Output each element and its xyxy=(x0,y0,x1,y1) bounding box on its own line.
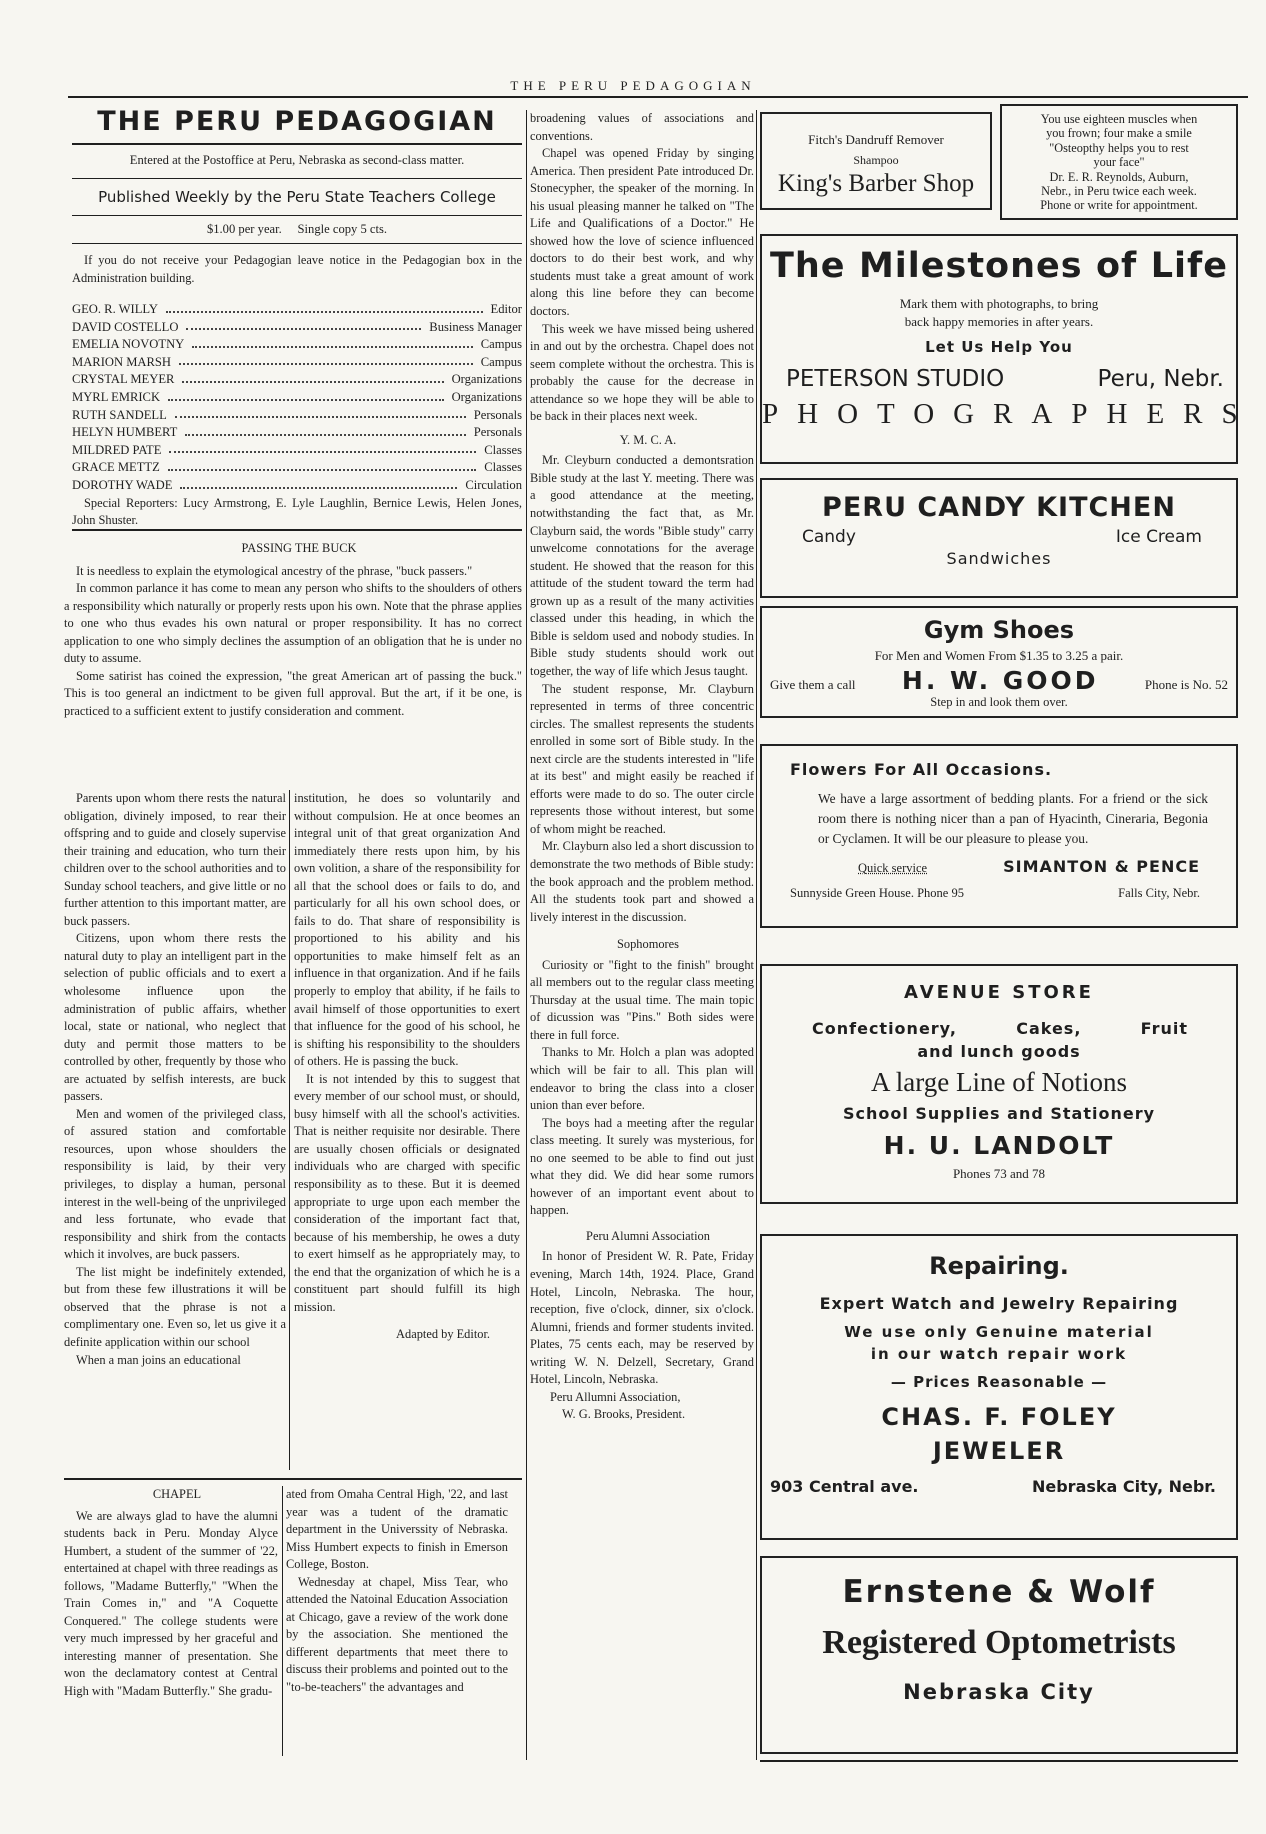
bottom-rule xyxy=(760,1760,1238,1762)
ad-line: For Men and Women From $1.35 to 3.25 a pair. xyxy=(874,648,1124,663)
ad-simanton-pence xyxy=(760,744,1238,928)
ad-body: We have a large assortment of bedding plants. For a friend or the sick room there is nothing nicer than a pan of Hyacinth, Cineraria, Begonia or Cyclamen. It will be our pleasure to please you. xyxy=(818,791,1208,846)
staff-role: Organizations xyxy=(451,372,522,387)
ad-line: your face" xyxy=(1093,155,1145,170)
special-reporters: Special Reporters: Lucy Armstrong, E. Lyle Laughlin, Bernice Lewis, Helen Jones, John Shuster. xyxy=(72,495,522,528)
leader-dots xyxy=(169,442,476,454)
alumni-heading: Peru Alumni Association xyxy=(586,1228,710,1243)
leader-dots xyxy=(168,459,476,471)
staff-row xyxy=(72,407,522,425)
chapel-para: Wednesday at chapel, Miss Tear, who attended the Natoinal Education Association at Chicago, gave a review of the work done by the association. She mentioned the different departments that meet there to discuss their problems and pointed out to the "to-be-teachers" the advantages and xyxy=(286,1574,508,1695)
staff-role: Editor xyxy=(490,302,522,317)
ad-title: Ernstene & Wolf xyxy=(842,1574,1156,1610)
sophomores-para: Curiosity or "fight to the finish" brought all members out to the regular class meeting Thursday at the usual time. The main topic of dicussion was "Pins." Both sides were there in full force. xyxy=(530,957,754,1042)
ad-gym-shoes xyxy=(760,606,1238,718)
staff-row xyxy=(72,389,522,407)
ad-line: Give them a call xyxy=(770,677,856,692)
ad-line: Candy xyxy=(802,527,856,547)
staff-role: Campus xyxy=(480,337,522,352)
masthead-rule xyxy=(72,529,522,531)
ymca-para: Mr. Cleyburn conducted a demontsration Bible study at the last Y. meeting. There was a good attendance at the meeting, notwithstanding the fact that, as Mr. Clayburn said, the words "Bible study" carry unwelcome connotations for the average student. He showed that the reason for this attitude of the student toward the term had grown up as a result of the many activities classed under this heading, in which the Bible is seldom used and nobody studies. In Bible study students should work out together, the way of life which Jesus taught. xyxy=(530,453,754,678)
ad-avenue-store xyxy=(760,964,1238,1204)
ad-line: Confectionery, xyxy=(812,1019,957,1038)
buck-para: Citizens, upon whom there rests the natural duty to play an intelligent part in the selection of public officials and to exert a wholesome influence upon the administration of public affairs, whether local, state or national, who neglect that duty and permit those matters to be controlled by other, frequently by those who are actuated by selfish interests, are buck passers. xyxy=(64,931,286,1104)
staff-name: HELYN HUMBERT xyxy=(72,425,178,440)
ymca-para: The student response, Mr. Clayburn represented in terms of three concentric circles. The smallest represents the students enrolled in some sort of Bible study. In the next circle are the students interested in "life at its best" and might easily be reached if efforts were made to do so. The outer circle represents those without interest, but some of whom might be reached. xyxy=(530,681,754,836)
buck-heading: PASSING THE BUCK xyxy=(241,541,357,555)
ad-title: Milestones xyxy=(858,246,1083,286)
ymca-para: Mr. Clayburn also led a short discussion to demonstrate the two methods of Bible study: the book approach and the problem method. All the students took part and showed a lively interest in the discussion. xyxy=(530,839,755,924)
ad-line: in our watch repair work xyxy=(870,1345,1128,1363)
chapel-para: ated from Omaha Central High, '22, and last year was a tudent of the dramatic department in the Universsity of Nebraska. Miss Humbert expects to finish in Emerson College, Boston. xyxy=(286,1487,508,1572)
column-three xyxy=(530,110,754,1424)
ad-line: Nebr., in Peru twice each week. xyxy=(1041,184,1197,199)
alumni-signature: W. G. Brooks, President. xyxy=(562,1407,686,1422)
sophomores-heading: Sophomores xyxy=(617,937,679,952)
chapel-cont-para: Chapel was opened Friday by singing America. Then president Pate introduced Dr. Stonecypher, the speaker of the morning. In his usual pleasing manner he talked on "The Life and Qualifications of a Doctor." He showed how the love of science influenced doctors to do their best work, and why students must take a great amount of work along this line before they can become doctors. xyxy=(530,146,754,319)
ad-photographers: PHOTOGRAPHERS xyxy=(762,398,1257,430)
staff-name: DOROTHY WADE xyxy=(72,478,173,493)
ad-line: Nebraska City xyxy=(903,1680,1095,1704)
staff-name: MARION MARSH xyxy=(72,354,172,369)
staff-role: Classes xyxy=(484,460,522,475)
buck-para: In common parlance it has come to mean any person who shifts to the shoulders of others a responsibility which naturally or properly rests upon his own. Note that the phrase applies to one who thus evades his own natural or proper responsibility. It has no correct application to one who simply declines the assumption of an obligation that he is under no duty to assume. xyxy=(64,581,522,666)
staff-name: EMELIA NOVOTNY xyxy=(72,337,185,352)
ad-owner: H. U. LANDOLT xyxy=(883,1131,1115,1160)
buck-para: Men and women of the privileged class, of assured station and comfortable resources, upon whose shoulders the responsibility is laid, by their very privileges, to display a human, personal interest in the well-being of the unprivileged and less fortunate, who evade that responsibility and shirk from the contacts which it involves, are buck passers. xyxy=(64,1106,286,1262)
ad-peru-candy-kitchen xyxy=(760,478,1238,598)
delivery-notice: If you do not receive your Pedagogian leave notice in the Pedagogian box in the Administration building. xyxy=(72,253,522,285)
entered-notice: Entered at the Postoffice at Peru, Nebraska as second-class matter. xyxy=(129,153,465,167)
staff-name: MILDRED PATE xyxy=(72,442,162,457)
staff-name: GEO. R. WILLY xyxy=(72,302,158,317)
ad-address: 903 Central ave. xyxy=(770,1477,919,1496)
ad-studio-name: PETERSON STUDIO xyxy=(786,366,1005,392)
sophomores-para: Thanks to Mr. Holch a plan was adopted which will be fair to all. This plan will endeavor to bring the class into a closer union than ever before. xyxy=(530,1045,754,1113)
ad-title: Life xyxy=(1150,246,1228,286)
leader-dots xyxy=(186,319,421,331)
article-passing-the-buck xyxy=(64,540,522,720)
staff-row xyxy=(72,459,522,477)
column-divider xyxy=(282,1486,283,1756)
buck-para: Some satirist has coined the expression, "the great American art of passing the buck." This is too general an indictment to be given full approval. But the art, if it be one, is practiced to a sufficient extent to justify consideration and comment. xyxy=(64,668,522,718)
ad-peterson-studio xyxy=(760,234,1257,464)
staff-role: Circulation xyxy=(465,478,522,493)
ad-line: Fruit xyxy=(1140,1019,1188,1038)
ad-line: Mark them with photographs, to bring xyxy=(899,296,1099,311)
leader-dots xyxy=(179,354,473,366)
leader-dots xyxy=(185,424,465,436)
ad-line: Ice Cream xyxy=(1115,527,1202,547)
staff-name: GRACE METTZ xyxy=(72,460,160,475)
ad-line: Phones 73 and 78 xyxy=(952,1166,1046,1181)
column-divider xyxy=(756,110,757,1760)
staff-row xyxy=(72,336,522,354)
ad-city: Nebraska City, Nebr. xyxy=(1031,1477,1216,1496)
ad-reynolds xyxy=(1000,104,1238,220)
ad-line: JEWELER xyxy=(932,1437,1066,1465)
ad-title: Repairing. xyxy=(929,1252,1069,1280)
column-divider xyxy=(526,110,527,1760)
ad-line: We use only Genuine material xyxy=(844,1323,1154,1341)
chapel-heading: CHAPEL xyxy=(152,1487,202,1501)
ad-chas-foley-jeweler xyxy=(760,1234,1238,1540)
leader-dots xyxy=(180,477,457,489)
leader-dots xyxy=(182,371,443,383)
ad-kings-barber-shop xyxy=(760,112,992,210)
staff-row xyxy=(72,354,522,372)
leader-dots xyxy=(166,301,483,313)
buck-para: Parents upon whom there rests the natural obligation, divinely imposed, to rear their offspring and to guide and closely supervise their training and education, who turn their children over to the school authorities and to Sunday school teachers, and give little or no further attention to this important matter, are buck passers. xyxy=(64,791,286,928)
ad-owner: CHAS. F. FOLEY xyxy=(881,1403,1117,1431)
chapel-para: We are always glad to have the alumni students back in Peru. Monday Alyce Humbert, a student of the summer of '22, entertained at chapel with three readings as follows, "Madame Butterfly," "When the Train Comes in," and "A Coquette Conquered." The college students were very much impressed by her graceful and interesting manner of presentation. She won the declamatory contest at Central High with "Madam Butterfly." She gradu- xyxy=(64,1508,278,1699)
alumni-para: In honor of President W. R. Pate, Friday evening, March 14th, 1924. Place, Grand Hotel, Lincoln, Nebraska. The hour, reception, five o'clock, dinner, six o'clock. Alumni, friends and former students invited. Plates, 75 cents each, may be reserved by writing W. N. Delzell, Secretary, Grand Hotel, Lincoln, Nebraska. xyxy=(530,1249,754,1387)
buck-rule xyxy=(64,1478,522,1480)
leader-dots xyxy=(192,336,472,348)
ad-line: School Supplies and Stationery xyxy=(842,1104,1156,1123)
ad-title: The xyxy=(770,246,846,286)
staff-row xyxy=(72,477,522,495)
ad-firm: SIMANTON & PENCE xyxy=(1003,857,1200,876)
ymca-heading: Y. M. C. A. xyxy=(619,432,677,447)
ad-ernstene-wolf xyxy=(760,1556,1238,1754)
ad-shop-name: King's Barber Shop xyxy=(777,170,975,197)
staff-row xyxy=(72,371,522,389)
ad-line: — Prices Reasonable — xyxy=(890,1373,1108,1391)
staff-row xyxy=(72,442,522,460)
buck-para: institution, he does so voluntarily and without compulsion. He at once beomes an integral unit of that great organization And immediately there rests upon him, by his own volition, a share of the responsibility for all that the school does or fails to do, and particularly for all his own school does, or fails to do. That share of responsibility is proportioned to his ability and his opportunities to make himself felt as an influence in that organization. And if he fails properly to employ that ability, if he fails to avail himself of those opportunities to exert that influence for the good of his school, he is shifting his responsibility to the shoulders of others. He is passing the buck. xyxy=(294,791,520,1069)
ad-line: Falls City, Nebr. xyxy=(1118,886,1200,900)
ad-prices: Prices Reasonable xyxy=(913,1373,1085,1391)
ad-title: AVENUE STORE xyxy=(904,982,1094,1003)
ad-title: PERU CANDY KITCHEN xyxy=(822,492,1176,523)
staff-role: Classes xyxy=(484,442,522,457)
staff-role: Personals xyxy=(473,425,522,440)
staff-name: CRYSTAL MEYER xyxy=(72,372,175,387)
staff-name: MYRL EMRICK xyxy=(72,390,161,405)
chapel-column-b xyxy=(286,1486,508,1697)
ad-title: of xyxy=(1096,246,1138,286)
alumni-signature: Peru Allumni Association, xyxy=(550,1389,681,1404)
published-line: Published Weekly by the Peru State Teachers College xyxy=(98,188,496,206)
buck-para: It is not intended by this to suggest that every member of our school must, or should, busy himself with all the school's activities. That is neither requisite nor desirable. There are usually chosen officials or designated individuals who are charged with specific responsibility as to these. But it is deemed appropriate to urge upon each member the consideration of the important fact that, because of his membership, he owes a duty to exert himself as he appropriately may, to the end that the organization of which he is a constituent part should fulfill its high mission. xyxy=(294,1071,520,1314)
masthead-title: THE PERU PEDAGOGIAN xyxy=(97,106,497,137)
column-divider xyxy=(289,790,290,1470)
ad-name: H. W. GOOD xyxy=(901,666,1099,695)
header-rule xyxy=(68,96,1248,98)
price-line: $1.00 per year. Single copy 5 cts. xyxy=(206,222,388,236)
leader-dots xyxy=(175,407,466,419)
ad-line: Let Us Help You xyxy=(925,338,1073,356)
ad-line: Dr. E. R. Reynolds, Auburn, xyxy=(1049,169,1189,184)
ad-line: you frown; four make a smile xyxy=(1046,126,1192,141)
ad-line: back happy memories in after years. xyxy=(904,314,1094,329)
staff-role: Business Manager xyxy=(429,319,522,334)
staff-name: DAVID COSTELLO xyxy=(72,319,179,334)
ad-line: Sandwiches xyxy=(946,549,1052,568)
ad-place: Peru, Nebr. xyxy=(1097,366,1224,392)
chapel-cont-para: broadening values of associations and conventions. xyxy=(530,111,754,143)
staff-name: RUTH SANDELL xyxy=(72,407,167,422)
buck-para: It is needless to explain the etymological ancestry of the phrase, "buck passers." xyxy=(76,563,473,578)
masthead xyxy=(72,106,522,530)
ad-line: Phone is No. 52 xyxy=(1144,677,1228,692)
staff-row xyxy=(72,319,522,337)
ad-line: Registered Optometrists xyxy=(822,1624,1176,1661)
ad-line: Expert Watch and Jewelry Repairing xyxy=(819,1294,1179,1313)
ad-line: Fitch's Dandruff Remover xyxy=(808,132,944,147)
ad-line: Sunnyside Green House. Phone 95 xyxy=(790,886,964,900)
staff-list xyxy=(72,301,522,495)
buck-credit: Adapted by Editor. xyxy=(396,1327,490,1342)
ad-line: Cakes, xyxy=(1016,1019,1082,1038)
ad-line: "Osteopthy helps you to rest xyxy=(1049,140,1189,155)
chapel-column-a xyxy=(64,1486,278,1701)
sophomores-para: The boys had a meeting after the regular class meeting. It surely was mysterious, for no one seemed to be able to find out just what they did. We did hear some rumors however of an important event about to happen. xyxy=(530,1115,754,1218)
ad-line: Shampoo xyxy=(853,153,899,167)
ad-title: Gym Shoes xyxy=(923,616,1075,644)
staff-row xyxy=(72,424,522,442)
staff-row xyxy=(72,301,522,319)
running-head: THE PERU PEDAGOGIAN xyxy=(510,78,756,93)
ad-line: You use eighteen muscles when xyxy=(1040,112,1198,126)
buck-para: The list might be indefinitely extended, but from these few illustrations it will be observed that the phrase is not a complimentary one. Even so, let us give it a definite application within our school xyxy=(64,1264,286,1349)
buck-column-b xyxy=(294,790,520,1344)
ad-line: and lunch goods xyxy=(917,1042,1081,1061)
ad-line: A large Line of Notions xyxy=(871,1067,1127,1097)
ad-line: Quick service xyxy=(858,861,928,875)
ad-title: Flowers For All Occasions. xyxy=(790,760,1053,779)
buck-para: When a man joins an educational xyxy=(76,1352,241,1367)
ad-line: Step in and look them over. xyxy=(930,695,1068,709)
leader-dots xyxy=(168,389,444,401)
staff-role: Personals xyxy=(473,407,522,422)
chapel-cont-para: This week we have missed being ushered in and out by the orchestra. Chapel does not seem complete without the orchestra. This is probably the cause for the decrease in attendance so we hope they will be able to be back in their places next week. xyxy=(530,321,754,424)
staff-role: Organizations xyxy=(451,390,522,405)
buck-column-a xyxy=(64,790,286,1369)
ad-line: Phone or write for appointment. xyxy=(1040,198,1198,213)
staff-role: Campus xyxy=(480,354,522,369)
